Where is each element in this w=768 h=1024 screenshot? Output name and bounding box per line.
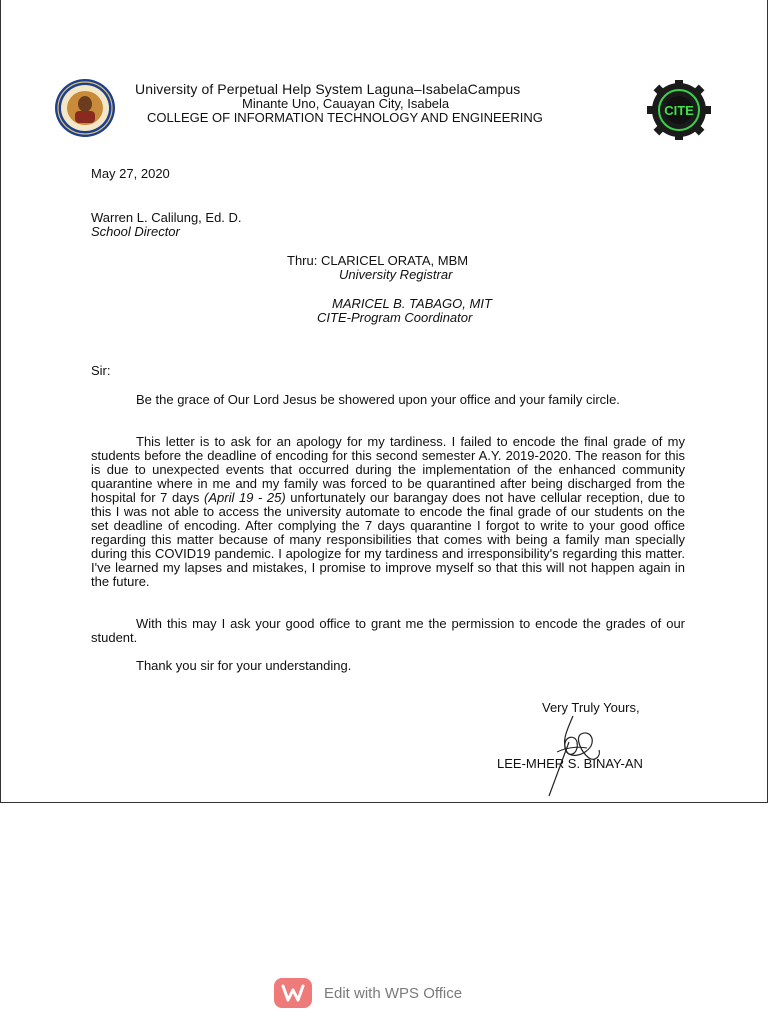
college-name: COLLEGE OF INFORMATION TECHNOLOGY AND ENGINEERING <box>147 110 543 125</box>
university-seal-icon <box>53 77 117 139</box>
paragraph-3 <box>91 617 685 645</box>
university-name: University of Perpetual Help System Laguna–IsabelaCampus <box>135 81 521 97</box>
wps-edit-banner[interactable] <box>274 978 462 1008</box>
cite-gear-logo-icon <box>638 80 720 140</box>
paragraph-2-text-b: unfortunately our barangay does not have cellular reception, due to this I was not able to access the university automate to encode the final grade of our students on the set deadline of encoding. After complying the 7 days quarantine I forgot to write to your good office regarding this matter because of many responsibilities that comes with being a family man specially during this COVID19 pandemic. I apologize for my tardiness and irresponsibility's regarding this matter. I've learned my lapses and mistakes, I promise to improve myself so that this will not happen again in the future. <box>91 490 686 589</box>
paragraph-2-text-a: This letter is to ask for an apology for my tardiness. I failed to encode the final grade of my students before the deadline of encoding for this second semester A.Y. 2019-2020. The reason for this is due to unexpected events that occurred during the implementation of the enhanced community quarantine where in me and my family was forced to be quarantined after being discharged from the hospital for 7 days <box>91 434 685 505</box>
salutation: Sir: <box>91 363 111 378</box>
thru-line-2: MARICEL B. TABAGO, MIT <box>332 296 492 311</box>
paragraph-2 <box>91 435 685 589</box>
wps-office-icon[interactable] <box>274 978 312 1008</box>
paragraph-2-date-range: (April 19 - 25) <box>204 490 286 505</box>
thru-title-1: University Registrar <box>339 267 453 282</box>
svg-text:CITE: CITE <box>664 103 694 118</box>
paragraph-1-text: Be the grace of Our Lord Jesus be showered upon your office and your family circle. <box>136 392 620 407</box>
wps-edit-label[interactable]: Edit with WPS Office <box>324 984 463 1002</box>
paragraph-3-text: With this may I ask your good office to grant me the permission to encode the grades of our student. <box>91 616 685 645</box>
paragraph-4 <box>91 659 685 673</box>
recipient-title: School Director <box>91 224 180 239</box>
thru-line-1: Thru: CLARICEL ORATA, MBM <box>287 253 469 268</box>
thru-title-2: CITE-Program Coordinator <box>317 310 473 325</box>
letter-date: May 27, 2020 <box>91 166 170 181</box>
paragraph-1 <box>91 393 685 407</box>
recipient-name: Warren L. Calilung, Ed. D. <box>91 210 242 225</box>
closing: Very Truly Yours, <box>542 700 640 715</box>
university-address: Minante Uno, Cauayan City, Isabela <box>242 96 450 111</box>
signatory-name: LEE-MHER S. BINAY-AN <box>497 756 643 771</box>
paragraph-4-text: Thank you sir for your understanding. <box>136 658 352 673</box>
